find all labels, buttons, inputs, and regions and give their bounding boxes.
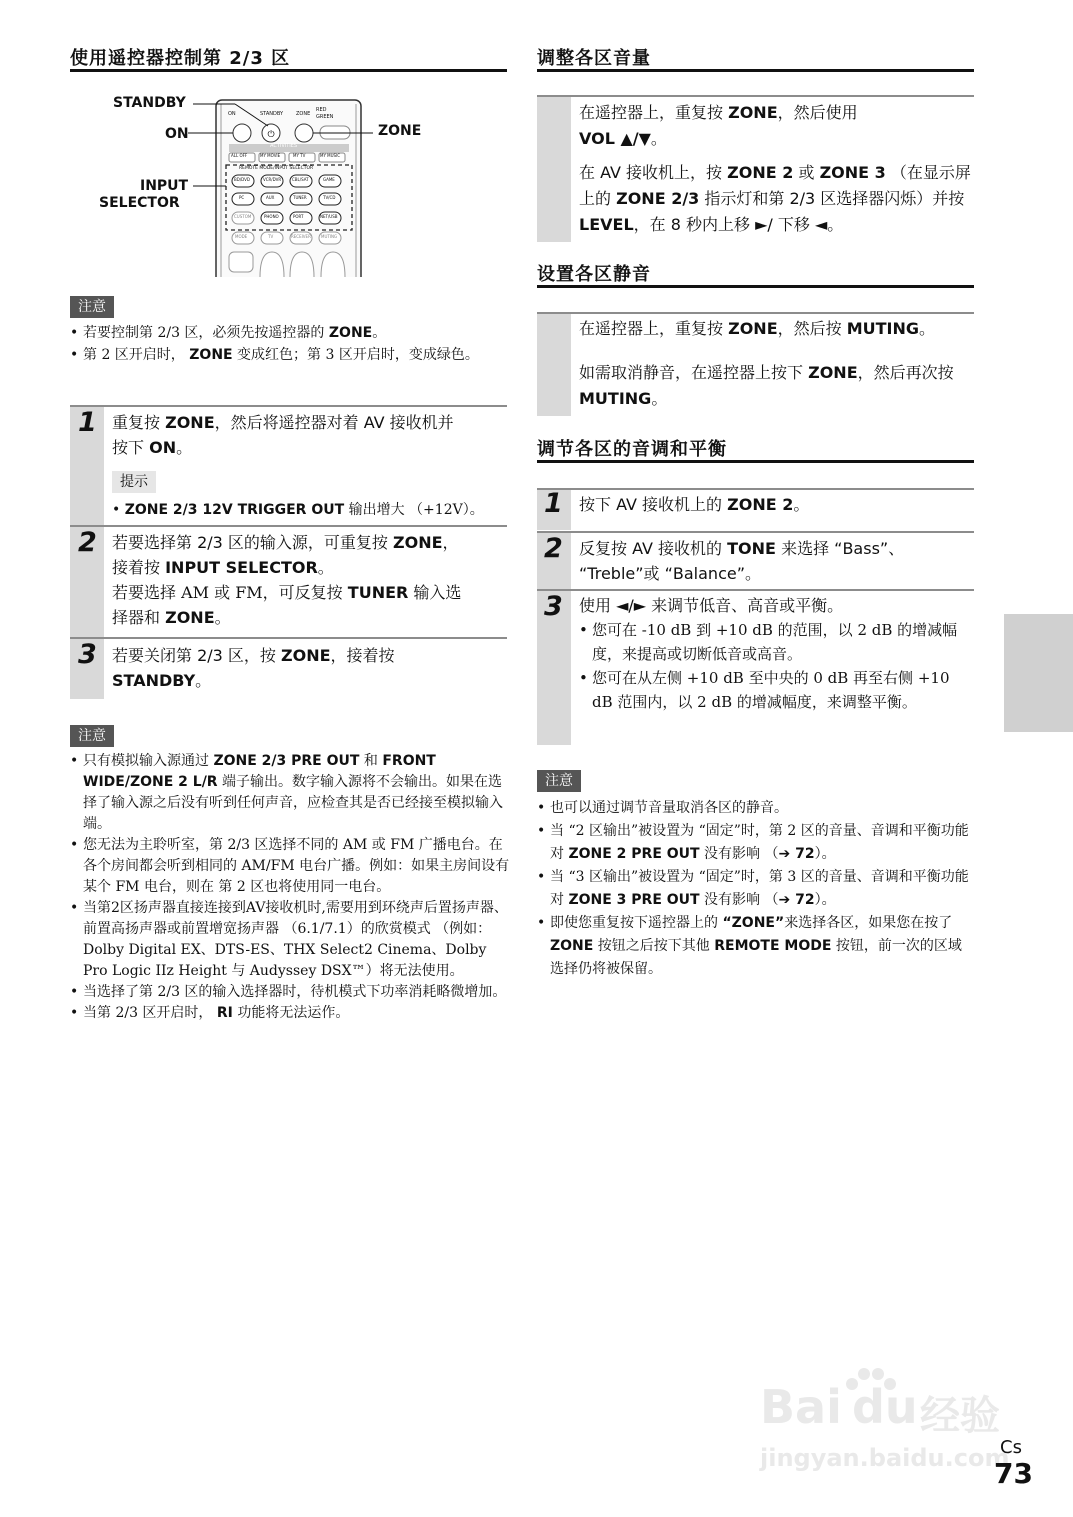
remote-tiny-b10: PORT (293, 214, 304, 219)
note1-item: • 第 2 区开启时， ZONE 变成红色；第 3 区开启时，变成绿色。 (70, 344, 507, 366)
right-note-tag: 注意 (537, 770, 581, 792)
remote-tiny-green: GREEN (316, 114, 334, 120)
note2-item: • 您无法为主聆听室，第 2/3 区选择不同的 AM 或 FM 广播电台。在各个房间都会听到相同的 AM/FM 电台广播。例如：如果主房间设有某个 FM 电台，则在 第 2 区也将使用同一电台。 (70, 835, 510, 898)
tone-rule (537, 460, 974, 463)
right-note-item: • 当 “3 区输出”被设置为 “固定”时，第 3 区的音量、音调和平衡功能对 ZONE 3 PRE OUT 没有影响 （➔ 72）。 (537, 866, 974, 912)
side-thumb-tab (1004, 614, 1073, 732)
remote-tiny-muting: MUTING (321, 234, 338, 239)
step2-number: 2 (78, 527, 97, 558)
tone-bullet: • 您可在从左侧 +10 dB 至中央的 0 dB 再至右侧 +10 dB 范围内，以 2 dB 的增减幅度，来调整平衡。 (579, 666, 974, 714)
remote-tiny-custom: CUSTOM (234, 214, 252, 219)
callout-selector: SELECTOR (99, 195, 180, 211)
remote-tiny-b1: BD/DVD (234, 177, 250, 182)
remote-tiny-b5: PC (239, 195, 245, 200)
right-note-item: • 即使您重复按下遥控器上的 “ZONE”来选择各区，如果您在按了 ZONE 按钮之后按下其他 REMOTE MODE 按钮，前一次的区域选择仍将被保留。 (537, 912, 974, 981)
remote-tiny-standby: STANDBY (260, 111, 284, 117)
hint-tag: 提示 (112, 471, 156, 493)
tone-step2-text: 反复按 AV 接收机的 TONE 来选择 “Bass”、 “Treble”或 “Balance”。 (579, 539, 905, 583)
left-title-rule (70, 69, 507, 72)
footer-lang: Cs (1000, 1437, 1022, 1458)
step3-number: 3 (78, 639, 97, 670)
note2-item: • 当选择了第 2/3 区的输入选择器时，待机模式下功率消耗略微增加。 (70, 982, 510, 1003)
note2-item: • 只有模拟输入源通过 ZONE 2/3 PRE OUT 和 FRONT WIDE/ZONE 2 L/R 端子输出。数字输入源将不会输出。如果在选择了输入源之后没有听到任何声音，应检查其是否已经接至模拟输入端。 (70, 751, 510, 835)
tone-step1-text: 按下 AV 接收机上的 ZONE 2。 (579, 495, 810, 514)
step1-number: 1 (78, 407, 97, 438)
remote-tiny-zone: ZONE (296, 111, 311, 117)
tone-step3-rule (537, 589, 974, 591)
step1-text: 重复按 ZONE，然后将遥控器对着 AV 接收机并 按下 ON。 (112, 413, 454, 457)
remote-illustration (90, 92, 430, 277)
right-note-item: • 也可以通过调节音量取消各区的静音。 (537, 797, 974, 820)
page-number: 73 (994, 1457, 1033, 1490)
note1-item: • 若要控制第 2/3 区，必须先按遥控器的 ZONE。 (70, 322, 507, 344)
callout-standby: STANDBY (113, 95, 186, 111)
remote-tiny-b2: VCR/DVR (263, 177, 282, 182)
step3-text: 若要关闭第 2/3 区，按 ZONE，接着按 STANDBY。 (112, 646, 395, 690)
tone-bullet: • 您可在 -10 dB 到 +10 dB 的范围，以 2 dB 的增减幅度，来提高或切断低音或高音。 (579, 618, 974, 666)
remote-tiny-a4: MY MUSIC (320, 153, 341, 158)
note2-item: • 当第2区扬声器直接连接到AV接收机时,需要用到环绕声后置扬声器、前置高扬声器或前置增宽扬声器 （6.1/7.1）的欣赏模式 （例如：Dolby Digital EX、DTS-ES、THX Select2 Cinema、Dolby Pro Logic IIz Height 与 Audyssey DSX™）将无法使用。 (70, 898, 510, 982)
right-note-item: • 当 “2 区输出”被设置为 “固定”时，第 2 区的音量、音调和平衡功能对 ZONE 2 PRE OUT 没有影响 （➔ 72）。 (537, 820, 974, 866)
vol-box-rule (537, 95, 974, 97)
step1-rule (70, 405, 507, 407)
note1-tag: 注意 (70, 296, 114, 318)
remote-tiny-b3: CBL/SAT (292, 177, 309, 182)
remote-tiny-b7: TUNER (293, 195, 307, 200)
left-section-title: 使用遥控器控制第 2/3 区 (70, 48, 291, 69)
tone-step2-number: 2 (544, 533, 563, 564)
remote-tiny-mode: MODE (235, 234, 248, 239)
mute-box-rule (537, 312, 974, 314)
hint-text: • ZONE 2/3 12V TRIGGER OUT 输出增大 （+12V）。 (112, 502, 484, 518)
remote-tiny-red: RED (316, 107, 327, 113)
remote-tiny-a3: MY TV (293, 153, 306, 158)
right-note-list (537, 797, 974, 981)
mute-title: 设置各区静音 (537, 264, 651, 285)
note1-list (70, 322, 507, 366)
note2-list (70, 751, 510, 1024)
remote-tiny-b9: PHONO (264, 214, 279, 219)
mute-bar (537, 314, 571, 416)
remote-tiny-b4: GAME (323, 177, 335, 182)
tone-step3-text: 使用 ◄/► 来调节低音、高音或平衡。 (579, 596, 844, 615)
remote-tiny-remote-mode: REMOTE MODE/INPUT SELECTOR (239, 166, 314, 171)
vol-title: 调整各区音量 (537, 48, 651, 69)
remote-tiny-b11: NET/USB (320, 214, 338, 219)
step3-rule (70, 637, 507, 639)
tone-step3-bullets (579, 618, 974, 714)
tone-step3-number: 3 (544, 591, 563, 622)
watermark-url: jingyan.baidu.com (760, 1444, 1010, 1472)
watermark-du: du (852, 1380, 918, 1434)
watermark-bai: Bai (760, 1380, 842, 1434)
svg-text:⏻: ⏻ (267, 130, 275, 140)
callout-on: ON (165, 126, 189, 142)
mute-rule (537, 285, 974, 288)
mute-text: 在遥控器上，重复按 ZONE，然后按 MUTING。 如需取消静音，在遥控器上按下 ZONE，然后再次按 MUTING。 (579, 319, 954, 408)
vol-text: 在遥控器上，重复按 ZONE，然后使用 VOL ▲/▼。 在 AV 接收机上，按 ZONE 2 或 ZONE 3 （在显示屏上的 ZONE 2/3 指示灯和第 2/3 区选择器闪烁）并按 LEVEL，在 8 秒内上移 ►/ 下移 ◄。 (579, 103, 971, 234)
remote-tiny-activities: ACTIVITIES (270, 143, 298, 149)
tone-step1-number: 1 (544, 488, 563, 519)
remote-tiny-on: ON (228, 111, 236, 117)
remote-tiny-a2: MY MOVIE (260, 153, 281, 158)
tone-step1-rule (537, 488, 974, 490)
callout-zone: ZONE (378, 123, 422, 139)
tone-title: 调节各区的音调和平衡 (537, 439, 727, 460)
remote-tiny-b6: AUX (266, 195, 275, 200)
note2-item: • 当第 2/3 区开启时， RI 功能将无法运作。 (70, 1003, 510, 1024)
baidu-watermark (760, 1380, 1020, 1490)
remote-tiny-b8: TV/CD (323, 195, 336, 200)
step2-text: 若要选择第 2/3 区的输入源，可重复按 ZONE， 接着按 INPUT SELECTOR。 若要选择 AM 或 FM，可反复按 TUNER 输入选 择器和 ZONE。 (112, 533, 462, 627)
remote-tiny-receiver: RECEIVER (291, 234, 311, 239)
remote-tiny-a1: ALL OFF (231, 153, 248, 158)
callout-input: INPUT (140, 178, 189, 194)
watermark-jingyan: 经验 (920, 1393, 1000, 1439)
tone-step2-rule (537, 531, 974, 533)
vol-rule (537, 69, 974, 72)
remote-tiny-tv: TV (268, 234, 274, 239)
vol-bar (537, 97, 571, 242)
note2-tag: 注意 (70, 725, 114, 747)
step2-rule (70, 525, 507, 527)
